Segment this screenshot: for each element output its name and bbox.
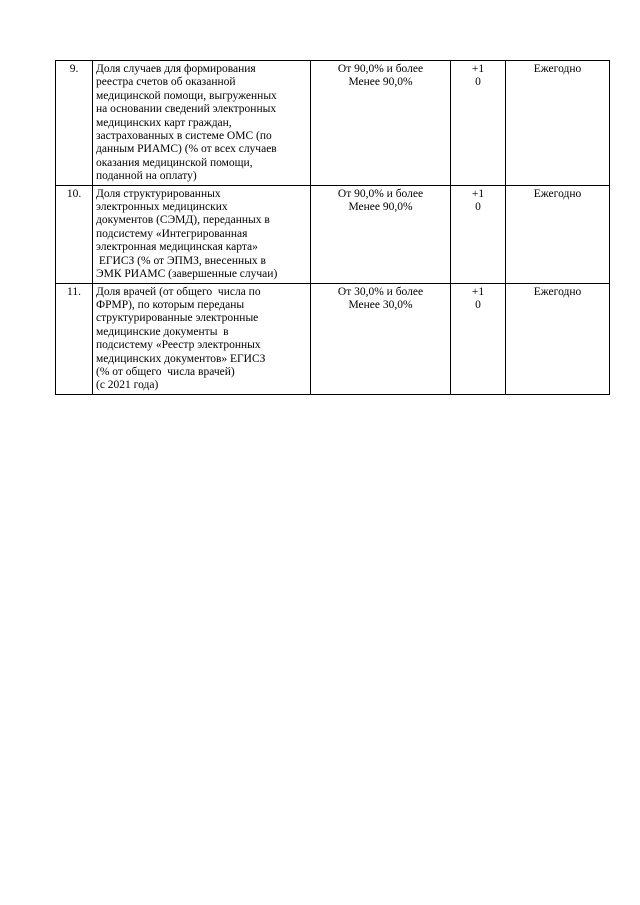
score-value: 0 bbox=[475, 201, 481, 214]
table-row bbox=[56, 61, 610, 186]
score-values bbox=[451, 185, 506, 283]
threshold-value: От 30,0% и более bbox=[337, 285, 424, 298]
periodicity: Ежегодно bbox=[506, 283, 610, 394]
indicator-line: застрахованных в системе ОМС (по bbox=[96, 130, 272, 143]
indicator-line: электронная медицинская карта» bbox=[96, 241, 258, 254]
row-number: 11. bbox=[56, 283, 93, 394]
threshold-value: Менее 90,0% bbox=[348, 76, 413, 89]
indicator-line: на основании сведений электронных bbox=[96, 103, 277, 116]
table-row bbox=[56, 283, 610, 394]
score-value: 0 bbox=[475, 76, 481, 89]
indicator-line: поданной на оплату) bbox=[96, 170, 197, 183]
indicator-line: (% от общего числа врачей) bbox=[96, 365, 235, 378]
threshold-value: От 90,0% и более bbox=[337, 63, 424, 75]
indicator-line: ЭМК РИАМС (завершенные случаи) bbox=[96, 268, 278, 281]
indicator-line: медицинской помощи, выгруженных bbox=[96, 89, 277, 102]
periodicity: Ежегодно bbox=[506, 61, 610, 186]
indicator-line: ФРМР), по которым переданы bbox=[96, 298, 245, 311]
indicator-line: медицинских карт граждан, bbox=[96, 116, 232, 129]
score-value: 0 bbox=[475, 298, 481, 311]
indicator-name bbox=[93, 61, 311, 186]
threshold-values bbox=[311, 185, 451, 283]
indicator-line: медицинских документов» ЕГИСЗ bbox=[96, 352, 266, 365]
row-number: 10. bbox=[56, 185, 93, 283]
indicator-line: подсистему «Интегрированная bbox=[96, 227, 248, 240]
indicator-name bbox=[93, 185, 311, 283]
indicator-line: реестра счетов об оказанной bbox=[96, 76, 236, 89]
indicator-name bbox=[93, 283, 311, 394]
indicator-line: Доля врачей (от общего числа по bbox=[96, 285, 261, 298]
periodicity: Ежегодно bbox=[506, 185, 610, 283]
score-value: +1 bbox=[471, 63, 485, 75]
indicator-line: электронных медицинских bbox=[96, 201, 228, 214]
indicator-line: оказания медицинской помощи, bbox=[96, 156, 253, 169]
score-values bbox=[451, 283, 506, 394]
indicator-line: данным РИАМС) (% от всех случаев bbox=[96, 143, 277, 156]
score-value: +1 bbox=[471, 187, 485, 200]
threshold-value: От 90,0% и более bbox=[337, 187, 424, 200]
threshold-value: Менее 30,0% bbox=[348, 298, 413, 311]
threshold-values bbox=[311, 61, 451, 186]
indicator-line: ЕГИСЗ (% от ЭПМЗ, внесенных в bbox=[96, 254, 266, 267]
indicator-line: (с 2021 года) bbox=[96, 379, 159, 392]
table-row bbox=[56, 185, 610, 283]
score-value: +1 bbox=[471, 285, 485, 298]
indicator-line: Доля структурированных bbox=[96, 187, 221, 200]
indicator-line: подсистему «Реестр электронных bbox=[96, 339, 261, 352]
indicators-table bbox=[55, 60, 610, 395]
indicator-line: Доля случаев для формирования bbox=[96, 63, 256, 75]
threshold-values bbox=[311, 283, 451, 394]
threshold-value: Менее 90,0% bbox=[348, 201, 413, 214]
row-number: 9. bbox=[56, 61, 93, 186]
indicator-line: документов (СЭМД), переданных в bbox=[96, 214, 270, 227]
indicator-line: структурированные электронные bbox=[96, 312, 259, 325]
score-values bbox=[451, 61, 506, 186]
indicator-line: медицинские документы в bbox=[96, 325, 229, 338]
